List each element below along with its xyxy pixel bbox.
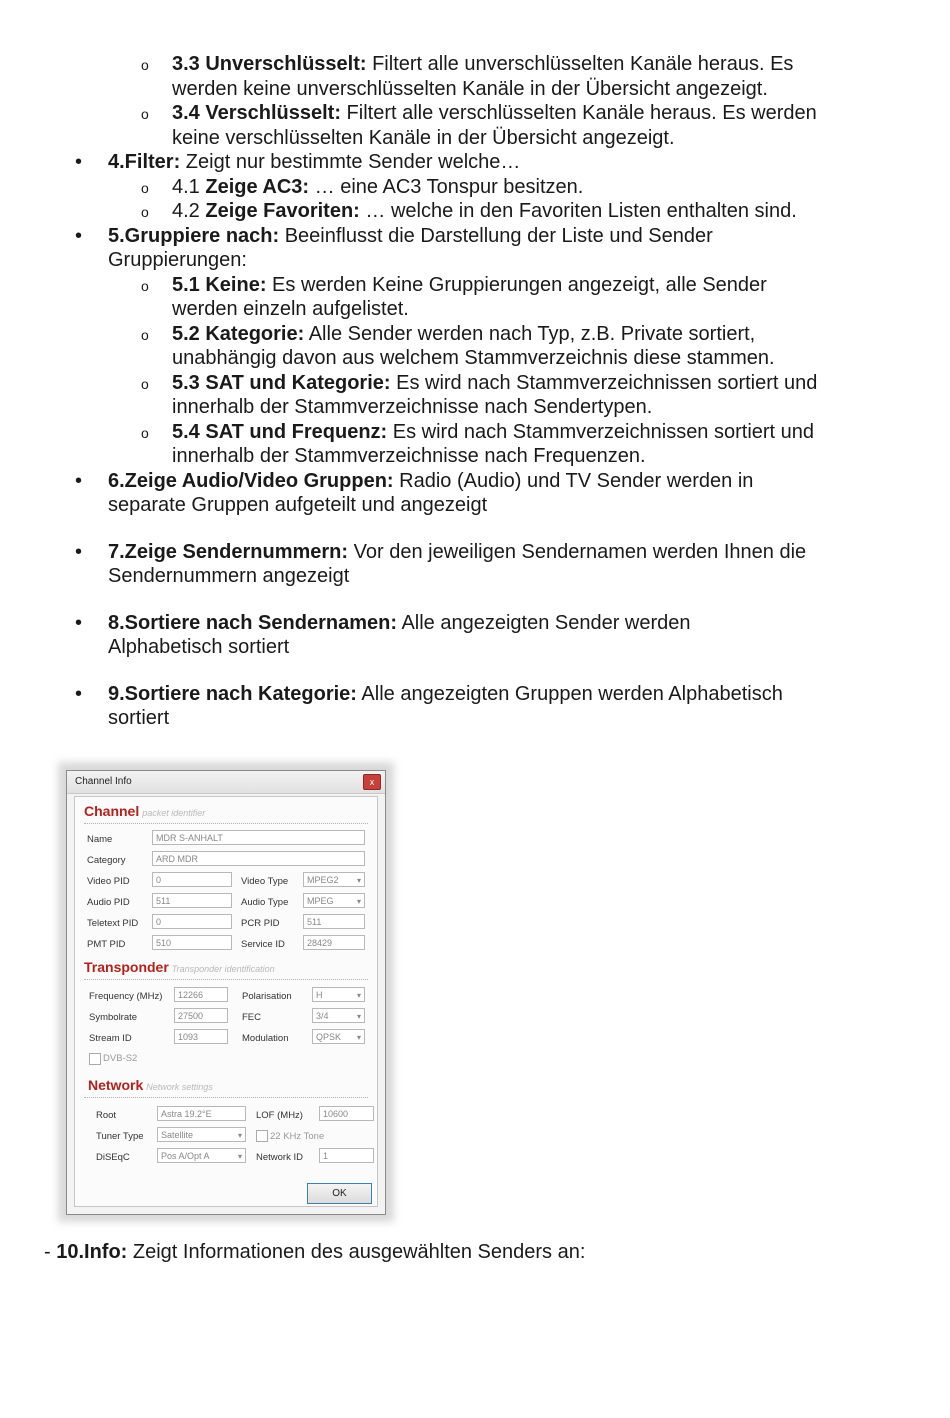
bullet: • xyxy=(75,151,83,173)
ok-button[interactable]: OK xyxy=(307,1183,372,1204)
dialog-content xyxy=(74,796,378,1207)
item-text: Vor den jeweiligen Sendernamen werden Ihnen die Sendernummern angezeigt xyxy=(108,540,807,587)
frequency-label: Frequency (MHz) xyxy=(89,991,163,1002)
sub-bullet: o xyxy=(141,57,149,73)
service-id-field[interactable]: 28429 xyxy=(303,935,365,950)
item-heading: 4.Filter: xyxy=(108,151,181,173)
category-field[interactable]: ARD MDR xyxy=(152,851,365,866)
diseqc-select[interactable]: Pos A/Opt A ▾ xyxy=(157,1148,246,1163)
modulation-select[interactable]: QPSK ▾ xyxy=(312,1029,365,1044)
bullet: • xyxy=(75,469,83,492)
pmt-pid-label: PMT PID xyxy=(87,939,126,950)
video-pid-field[interactable]: 0 xyxy=(152,872,232,887)
teletext-pid-label: Teletext PID xyxy=(87,918,139,929)
list-item xyxy=(0,322,950,371)
close-icon[interactable]: x xyxy=(363,774,381,790)
item-heading: Zeige AC3: xyxy=(205,175,310,198)
divider xyxy=(84,823,368,824)
dialog-title: Channel Info xyxy=(75,776,132,787)
pcr-pid-label: PCR PID xyxy=(241,918,280,929)
tuner-type-label: Tuner Type xyxy=(96,1131,144,1142)
fec-label: FEC xyxy=(242,1012,261,1023)
symbolrate-label: Symbolrate xyxy=(89,1012,138,1023)
name-field[interactable]: MDR S-ANHALT xyxy=(152,830,365,845)
item-text: Es wird nach Stammverzeichnissen sortiert und innerhalb der Stammverzeichnisse nach Frequenzen. xyxy=(172,420,815,467)
list-item xyxy=(0,611,950,660)
stream-id-field[interactable]: 1093 xyxy=(174,1029,228,1044)
item-text: Zeigt Informationen des ausgewählten Senders an: xyxy=(127,1241,586,1263)
audio-type-select[interactable]: MPEG ▾ xyxy=(303,893,365,908)
bullet: • xyxy=(75,611,83,634)
sub-bullet: o xyxy=(141,204,149,220)
item-text: Zeigt nur bestimmte Sender welche… xyxy=(180,151,521,173)
service-id-label: Service ID xyxy=(241,939,285,950)
list-item xyxy=(0,150,950,175)
item-text: Filtert alle verschlüsselten Kanäle heraus. Es werden keine verschlüsselten Kanäle in der Übersicht angezeigt. xyxy=(172,102,817,149)
item-prefix: 4.1 xyxy=(172,175,206,198)
item-heading: 5.3 SAT und Kategorie: xyxy=(172,371,391,394)
pmt-pid-field[interactable]: 510 xyxy=(152,935,232,950)
dvb-s2-checkbox[interactable] xyxy=(89,1053,101,1065)
network-id-field[interactable]: 1 xyxy=(319,1148,374,1163)
channel-heading: Channel packet identifier xyxy=(84,803,206,819)
network-heading: Network Network settings xyxy=(88,1077,213,1093)
list-item xyxy=(0,101,950,150)
tone-checkbox[interactable] xyxy=(256,1130,268,1142)
frequency-field[interactable]: 12266 xyxy=(174,987,228,1002)
transponder-subheading: Transponder identification xyxy=(171,964,275,974)
lof-label: LOF (MHz) xyxy=(256,1110,303,1121)
list-item xyxy=(0,175,950,200)
channel-subheading: packet identifier xyxy=(142,808,206,818)
item-text: Es werden Keine Gruppierungen angezeigt, alle Sender werden einzeln aufgelistet. xyxy=(172,273,767,320)
video-type-select[interactable]: MPEG2 ▾ xyxy=(303,872,365,887)
symbolrate-field[interactable]: 27500 xyxy=(174,1008,228,1023)
tuner-type-select[interactable]: Satellite ▾ xyxy=(157,1127,246,1142)
item-heading: 8.Sortiere nach Sendernamen: xyxy=(108,611,397,634)
modulation-label: Modulation xyxy=(242,1033,289,1044)
divider xyxy=(84,979,368,980)
item-heading: 5.4 SAT und Frequenz: xyxy=(172,420,388,443)
list-item xyxy=(0,273,950,322)
item-text: Alle angezeigten Gruppen werden Alphabetisch sortiert xyxy=(108,682,783,729)
item-heading: 6.Zeige Audio/Video Gruppen: xyxy=(108,469,394,492)
teletext-pid-field[interactable]: 0 xyxy=(152,914,232,929)
list-item xyxy=(0,540,950,589)
item-heading: 10.Info: xyxy=(56,1241,128,1263)
sub-bullet: o xyxy=(141,424,149,441)
audio-pid-label: Audio PID xyxy=(87,897,130,908)
item-text: Beeinflusst die Darstellung der Liste und Sender Gruppierungen: xyxy=(108,224,713,271)
sub-bullet: o xyxy=(141,179,149,196)
fec-select[interactable]: 3/4 ▾ xyxy=(312,1008,365,1023)
root-field[interactable]: Astra 19.2°E xyxy=(157,1106,246,1121)
audio-pid-field[interactable]: 511 xyxy=(152,893,232,908)
tone-label: 22 KHz Tone xyxy=(270,1131,325,1142)
dash: - xyxy=(44,1241,57,1263)
transponder-heading: Transponder Transponder identification xyxy=(84,959,275,975)
polarisation-label: Polarisation xyxy=(242,991,292,1002)
category-label: Category xyxy=(87,855,126,866)
network-subheading: Network settings xyxy=(146,1082,213,1092)
item-heading: 5.Gruppiere nach: xyxy=(108,224,280,247)
channel-info-dialog xyxy=(66,770,386,1215)
item-heading: Zeige Favoriten: xyxy=(205,200,360,222)
item-text: Alle Sender werden nach Typ, z.B. Private sortiert, unabhängig davon aus welchem Stammverzeichnis diese stammen. xyxy=(172,322,775,369)
name-label: Name xyxy=(87,834,113,845)
item-text: Filtert alle unverschlüsselten Kanäle heraus. Es werden keine unverschlüsselten Kanäle in der Übersicht angezeigt. xyxy=(172,53,794,100)
network-id-label: Network ID xyxy=(256,1152,303,1163)
item-text: Alle angezeigten Sender werden Alphabetisch sortiert xyxy=(108,611,691,658)
list-item xyxy=(0,224,950,273)
audio-type-label: Audio Type xyxy=(241,897,289,908)
video-type-label: Video Type xyxy=(241,876,289,887)
item-text: … welche in den Favoriten Listen enthalten sind. xyxy=(359,200,797,222)
sub-bullet: o xyxy=(141,106,149,122)
item-heading: 3.3 Unverschlüsselt: xyxy=(172,53,367,75)
list-item xyxy=(0,199,950,224)
item-heading: 7.Zeige Sendernummern: xyxy=(108,540,349,563)
polarisation-select[interactable]: H ▾ xyxy=(312,987,365,1002)
item-heading: 5.1 Keine: xyxy=(172,273,267,296)
item-text: … eine AC3 Tonspur besitzen. xyxy=(309,175,584,198)
pcr-pid-field[interactable]: 511 xyxy=(303,914,365,929)
sub-bullet: o xyxy=(141,375,149,392)
list-item xyxy=(0,371,950,420)
info-line xyxy=(44,1240,585,1264)
list-item xyxy=(0,682,950,731)
sub-bullet: o xyxy=(141,326,149,343)
item-text: Es wird nach Stammverzeichnissen sortiert und innerhalb der Stammverzeichnisse nach Sendertypen. xyxy=(172,371,818,418)
stream-id-label: Stream ID xyxy=(89,1033,132,1044)
dvb-s2-label: DVB-S2 xyxy=(103,1053,138,1064)
list-item xyxy=(0,420,950,469)
bullet: • xyxy=(75,224,83,247)
item-text: Radio (Audio) und TV Sender werden in separate Gruppen aufgeteilt und angezeigt xyxy=(108,469,754,516)
list-item xyxy=(0,469,950,518)
list-item xyxy=(0,52,950,101)
lof-field[interactable]: 10600 xyxy=(319,1106,374,1121)
item-heading: 5.2 Kategorie: xyxy=(172,322,305,345)
sub-bullet: o xyxy=(141,277,149,294)
item-prefix: 4.2 xyxy=(172,200,206,222)
divider xyxy=(84,1097,368,1098)
root-label: Root xyxy=(96,1110,117,1121)
item-heading: 9.Sortiere nach Kategorie: xyxy=(108,682,357,705)
diseqc-label: DiSEqC xyxy=(96,1152,130,1163)
bullet: • xyxy=(75,540,83,563)
bullet: • xyxy=(75,682,83,705)
video-pid-label: Video PID xyxy=(87,876,130,887)
dialog-titlebar xyxy=(67,771,385,794)
item-heading: 3.4 Verschlüsselt: xyxy=(172,102,341,124)
